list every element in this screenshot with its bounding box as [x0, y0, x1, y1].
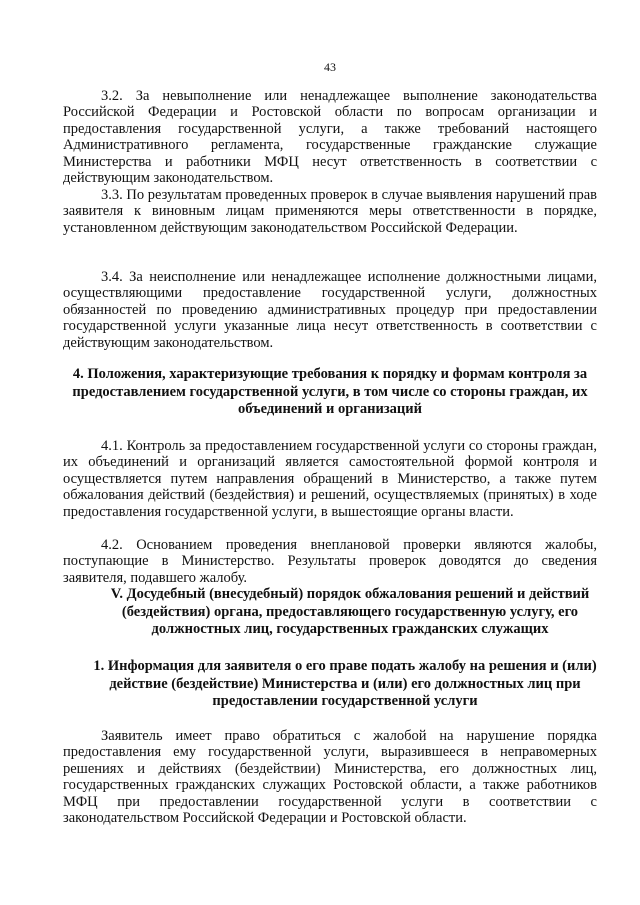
paragraph-v-1: Заявитель имеет право обратиться с жалобой на нарушение порядка предоставления ему государственной услуги, выразившееся в неправомерных решениях и действиях (бездействии) Министерства, его должностных лиц, государственных гражданских служащих Ростовской области, а также работников МФЦ при предоставлении государственной услуги в соответствии с законодательством Российской Федерации и Ростовской области. — [63, 728, 597, 827]
page-number: 43 — [324, 60, 336, 74]
section-4-heading: 4. Положения, характеризующие требования к порядку и формам контроля за предоставлением государственной услуги, в том числе со стороны граждан, их объединений и организаций — [72, 366, 588, 417]
paragraph-4-2: 4.2. Основанием проведения внеплановой проверки являются жалобы, поступающие в Министерство. Результаты проверок доводятся до сведения заявителя, подавшего жалобу. — [63, 537, 597, 586]
paragraph-3-3: 3.3. По результатам проведенных проверок в случае выявления нарушений прав заявителя к виновным лицам применяются меры ответственности в порядке, установленном действующим законодательством Российской Федерации. — [63, 187, 597, 236]
paragraph-4-1: 4.1. Контроль за предоставлением государственной услуги со стороны граждан, их объединений и организаций является самостоятельной формой контроля и осуществляется путем направления обращений в Министерство, а также путем обжалования действий (бездействия) и решений, осуществляемых (принятых) в ходе предоставления государственной услуги, в вышестоящие органы власти. — [63, 438, 597, 520]
section-v-1-heading: 1. Информация для заявителя о его праве подать жалобу на решения и (или) действие (бездействие) Министерства и (или) его должностных лиц при предоставлении государственной услуги — [93, 658, 597, 709]
paragraph-3-4: 3.4. За неисполнение или ненадлежащее исполнение должностными лицами, осуществляющими предоставление государственной услуги, должностных обязанностей по проведению административных процедур при предоставлении государственной услуги указанные лица несут ответственность в соответствии с действующим законодательством. — [63, 269, 597, 351]
section-v-heading: V. Досудебный (внесудебный) порядок обжалования решений и действий (бездействия) органа, предоставляющего государственную услугу, его должностных лиц, государственных гражданских служащих — [110, 586, 590, 637]
paragraph-3-2: 3.2. За невыполнение или ненадлежащее выполнение законодательства Российской Федерации и Ростовской области по вопросам организации и предоставления государственной услуги, а также требований настоящего Административного регламента, государственные гражданские служащие Министерства и работники МФЦ несут ответственность в соответствии с действующим законодательством. — [63, 88, 597, 187]
